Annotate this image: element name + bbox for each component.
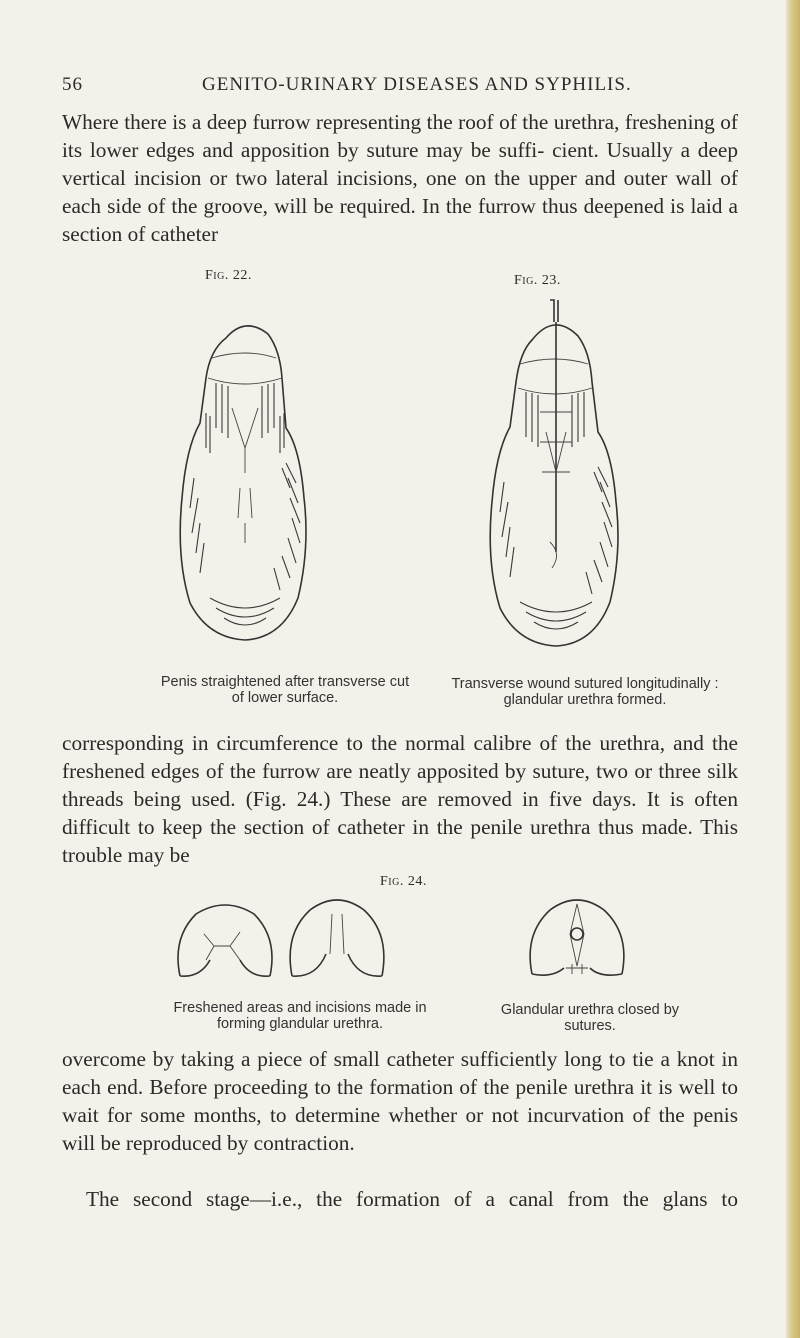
text-line: catheter in the penile urethra thus made. This trouble may be [62, 815, 739, 867]
fig22-label: Fig. 22. [205, 268, 252, 283]
text-line: required. In the furrow thus deepened is laid a section of catheter [62, 194, 738, 246]
text-line: Where there is a deep furrow representing the roof of the urethra, [62, 110, 620, 134]
text-line: contraction. [253, 1131, 355, 1155]
caption-line: Penis straightened after transverse cut [160, 674, 410, 690]
text-line: suture, two or three silk threads being used. (Fig. 24.) These are [62, 759, 739, 811]
fig24-illustration-middle [282, 894, 392, 998]
caption-line: glandular urethra formed. [503, 692, 667, 708]
fig24-illustration-right [522, 894, 632, 998]
text-line: tie a knot in each end. Before proceeding to the formation of the [62, 1047, 739, 1099]
fig23-illustration [480, 292, 630, 662]
paragraph-1 [62, 108, 738, 248]
fig24-caption-left [160, 1000, 440, 1032]
caption-line: forming glandular urethra. [216, 1016, 384, 1032]
text-line: whether or not incurvation of the penis will be reproduced by [62, 1103, 738, 1155]
text-line: penile urethra it is well to wait for some months, to determine [62, 1075, 739, 1127]
fig24-label: Fig. 24. [380, 874, 427, 889]
fig24-illustration-left [170, 898, 280, 998]
fig23-label: Fig. 23. [514, 273, 561, 288]
text-line: cient. Usually a deep vertical incision or two lateral incisions, one [62, 138, 739, 190]
text-line: The second stage—i.e., the formation of a canal from the glans to [86, 1187, 738, 1211]
text-line: removed in five days. It is often difficult to keep the section of [62, 787, 739, 839]
fig24-caption-right [470, 1002, 710, 1034]
fig22-illustration [170, 298, 320, 648]
fig22-caption [150, 674, 420, 706]
caption-line: Freshened areas and incisions made in [173, 1000, 427, 1016]
text-line: overcome by taking a piece of small catheter sufficiently long to [62, 1047, 626, 1071]
text-line: freshening of its lower edges and apposition by suture may be suffi- [62, 110, 738, 162]
text-line: on the upper and outer wall of each side of the groove, will be [62, 166, 739, 218]
caption-line: Transverse wound sutured longitudinally : [451, 676, 719, 692]
fig23-caption [430, 676, 740, 708]
text-line: and the freshened edges of the furrow are neatly apposited by [62, 731, 738, 783]
paragraph-4 [62, 1185, 738, 1213]
caption-line: sutures. [564, 1018, 616, 1034]
page-number: 56 [62, 74, 83, 95]
paragraph-2 [62, 729, 738, 869]
caption-line: of lower surface. [231, 690, 339, 706]
paragraph-3 [62, 1045, 738, 1157]
running-head: GENITO-URINARY DISEASES AND SYPHILIS. [202, 74, 632, 95]
caption-line: Glandular urethra closed by [500, 1002, 680, 1018]
text-line: corresponding in circumference to the normal calibre of the urethra, [62, 731, 666, 755]
page-edge [786, 0, 800, 1338]
